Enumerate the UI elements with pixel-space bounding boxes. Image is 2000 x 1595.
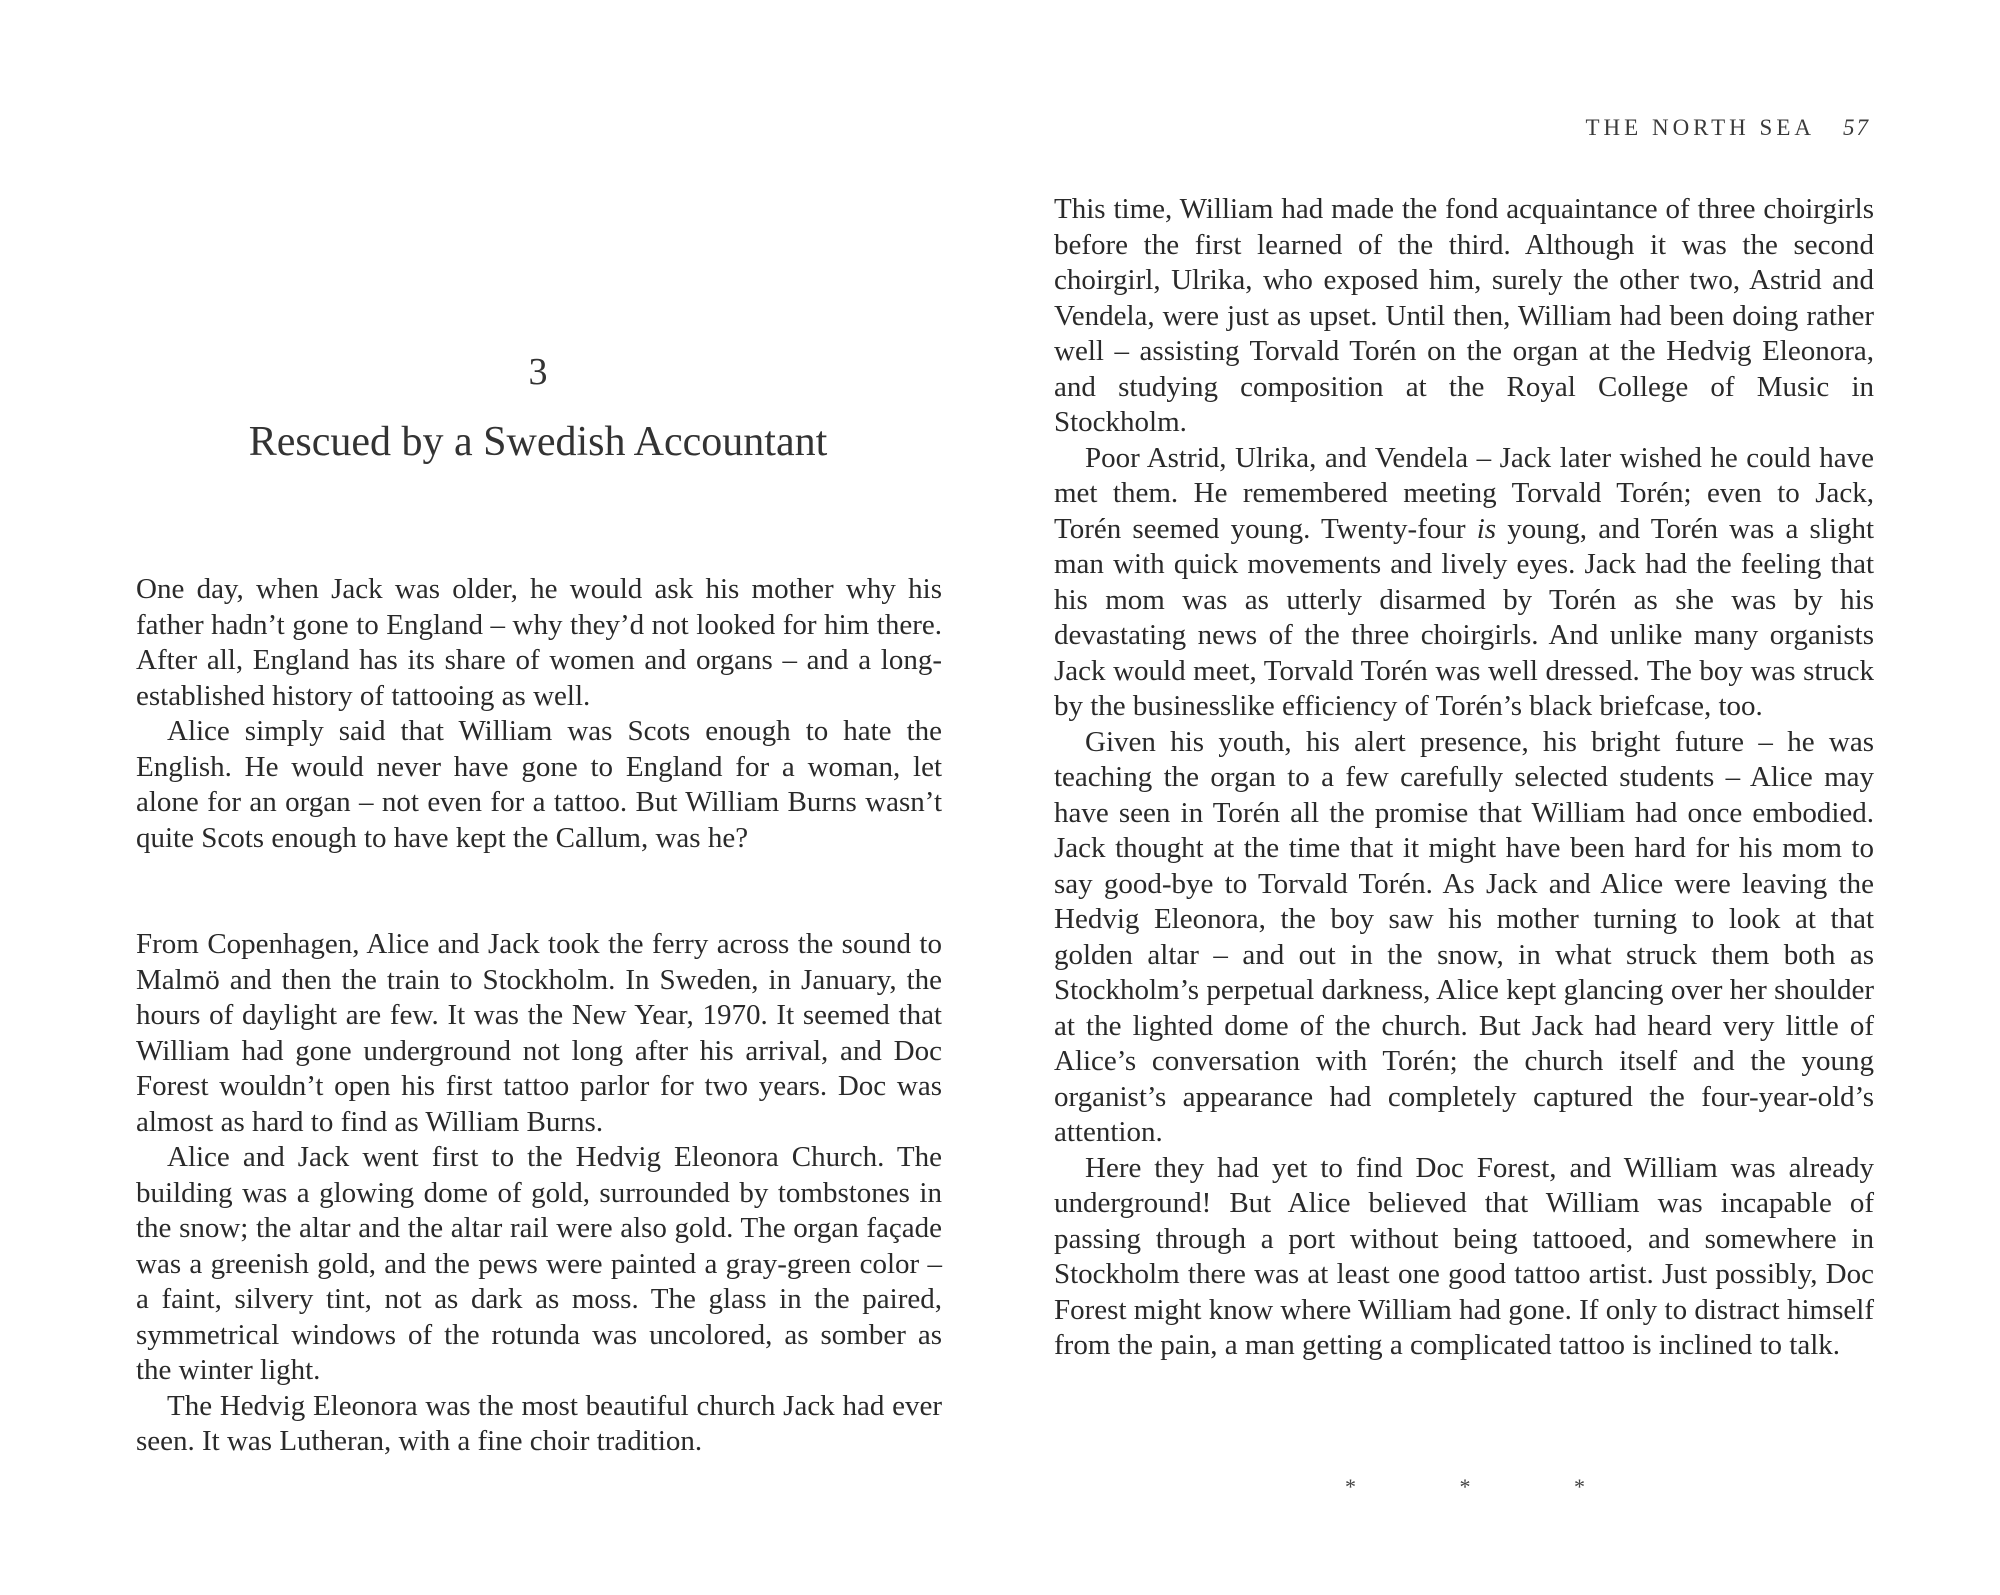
paragraph: Alice simply said that William was Scots enough to hate the English. He would never have gone to England for a woman, let alone for an organ – not even for a tattoo. But William Burns wasn’t quite Scots enough to have kept the Callum, was he? <box>136 715 942 854</box>
paragraph: Alice and Jack went first to the Hedvig Eleonora Church. The building was a glowing dome of gold, surrounded by tombstones in the snow; the altar and the altar rail were also gold. The organ façade was a greenish gold, and the pews were painted a gray-green color – a faint, silvery tint, not as dark as moss. The glass in the paired, symmetrical windows of the rotunda was uncolored, as somber as the winter light. <box>136 1141 942 1386</box>
paragraph: Here they had yet to find Doc Forest, and William was already underground! But Alice believed that William was incapable of passing through a port without being tattooed, and somewhere in Stockholm there was at least one good tattoo artist. Just possibly, Doc Forest might know where William had gone. If only to distract himself from the pain, a man getting a complicated tattoo is inclined to talk. <box>1054 1151 1874 1361</box>
section-break <box>1345 1474 1585 1500</box>
running-head-title: THE NORTH SEA <box>1585 115 1815 140</box>
paragraph: Given his youth, his alert presence, his bright future – he was teaching the organ to a few carefully selected students – Alice may have seen in Torén all the promise that William had once embodied. Jack thought at the time that it might have been hard for his mom to say good-bye to Torvald Torén. As Jack and Alice were leaving the Hedvig Eleonora, the boy saw his mother turning to look at that golden altar – and out in the snow, in what struck them both as Stockholm’s perpetual darkness, Alice kept glancing over her shoulder at the lighted dome of the church. But Jack had heard very little of Alice’s conversation with Torén; the church itself and the young organist’s appearance had completely captured the four-year-old’s attention. <box>1054 725 1874 1148</box>
left-page-section-2 <box>136 927 942 1460</box>
paragraph: One day, when Jack was older, he would ask his mother why his father hadn’t gone to England – why they’d not looked for him there. After all, England has its share of women and organs – and a long-established history of tattooing as well. <box>136 573 942 712</box>
left-page-section-1 <box>136 572 942 856</box>
chapter-title: Rescued by a Swedish Accountant <box>248 419 828 465</box>
italic-text: is <box>1476 512 1497 545</box>
asterisk: * <box>1345 1474 1356 1499</box>
text-run: Poor Astrid, Ulrika, and Vendela – Jack later wished he could have met them. He remembered meeting Torvald Torén; even to Jack, Torén seemed young. Twenty-four <box>1054 441 1874 545</box>
asterisk: * <box>1574 1474 1585 1499</box>
paragraph: From Copenhagen, Alice and Jack took the ferry across the sound to Malmö and then the train to Stockholm. In Sweden, in January, the hours of daylight are few. It was the New Year, 1970. It seemed that William had gone underground not long after his arrival, and Doc Forest wouldn’t open his first tattoo parlor for two years. Doc was almost as hard to find as William Burns. <box>136 928 942 1138</box>
right-page-text <box>1054 192 1874 1364</box>
text-run: young, and Torén was a slight man with quick movements and lively eyes. Jack had the feeling that his mom was as utterly disarmed by Torén as she was by his devastating news of the three choirgirls. And unlike many organists Jack would meet, Torvald Torén was well dressed. The boy was struck by the businesslike efficiency of Torén’s black briefcase, too. <box>1054 512 1875 722</box>
paragraph: The Hedvig Eleonora was the most beautiful church Jack had ever seen. It was Lutheran, with a fine choir tradition. <box>136 1389 942 1457</box>
paragraph <box>1054 441 1874 725</box>
asterisk: * <box>1459 1474 1471 1499</box>
paragraph: This time, William had made the fond acquaintance of three choirgirls before the first learned of the third. Although it was the second choirgirl, Ulrika, who exposed him, surely the other two, Astrid and Vendela, were just as upset. Until then, William had been doing rather well – assisting Torvald Torén on the organ at the Hedvig Eleonora, and studying composition at the Royal College of Music in Stockholm. <box>1054 193 1874 438</box>
chapter-number: 3 <box>528 351 548 393</box>
page-number: 57 <box>1843 115 1870 140</box>
running-head <box>1586 115 1871 141</box>
